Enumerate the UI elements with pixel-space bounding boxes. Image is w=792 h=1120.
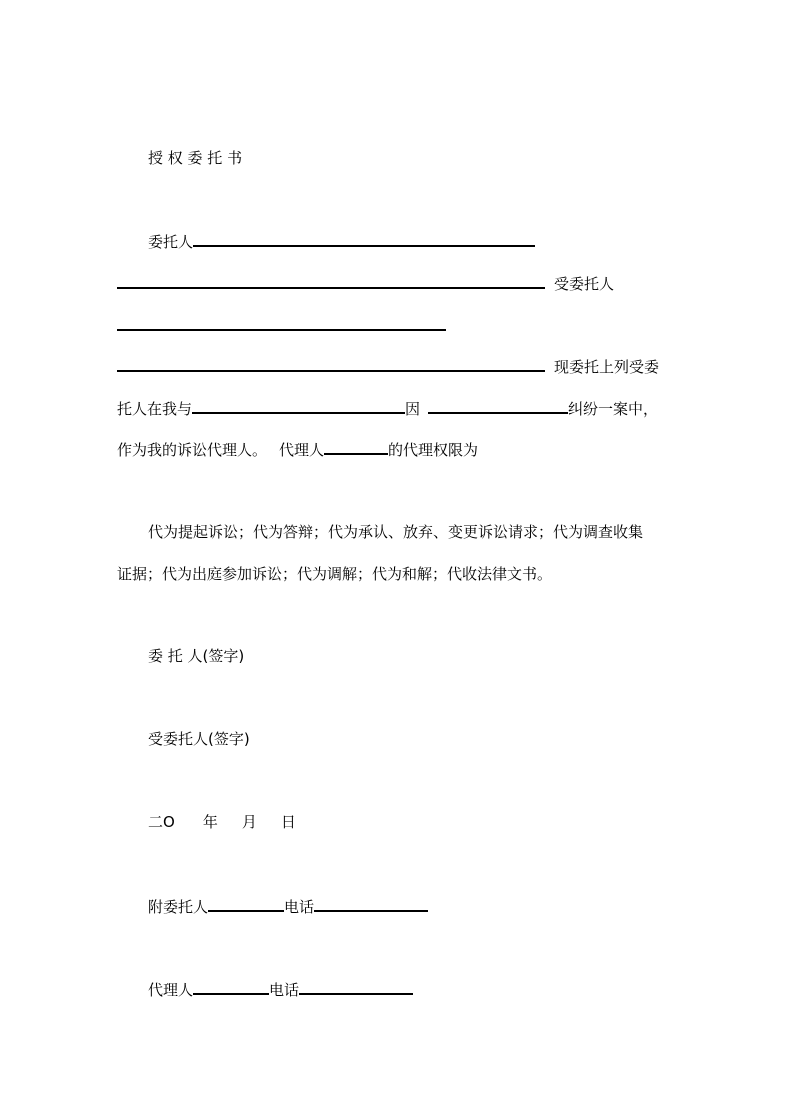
- document-title: 授 权 委 托 书: [148, 149, 243, 167]
- attach-principal-label: 附委托人: [148, 898, 209, 916]
- principal-signature: 委 托 人(签字): [148, 647, 245, 665]
- agent-line: [117, 273, 614, 293]
- agent-label-2: 代理人: [279, 441, 325, 459]
- agent-role-line: [117, 439, 478, 459]
- entrust-text-2: 托人在我与: [117, 400, 193, 418]
- dispute-type-blank[interactable]: [428, 398, 568, 414]
- date-day: 日: [280, 813, 296, 831]
- agent-name-line: [117, 315, 446, 335]
- date-year: 年: [202, 813, 218, 831]
- entrust-line-1: [117, 356, 659, 376]
- agent-name-blank[interactable]: [117, 315, 446, 331]
- authority-text: 的代理权限为: [388, 441, 479, 459]
- entrust-text-1: 现委托上列受委: [554, 358, 660, 376]
- principal-label: 委托人: [148, 233, 194, 251]
- principal-address-blank[interactable]: [117, 273, 545, 289]
- entrust-line-2: [117, 398, 658, 418]
- agent-name-blank-2[interactable]: [324, 439, 388, 455]
- principal-contact-line: [148, 896, 428, 916]
- agent-signature: 受委托人(签字): [148, 730, 250, 748]
- principal-contact-blank[interactable]: [208, 896, 284, 912]
- principal-blank[interactable]: [193, 231, 535, 247]
- agent-role-text: 作为我的诉讼代理人。: [117, 441, 268, 459]
- date-line: [148, 812, 296, 832]
- date-month: 月: [241, 813, 257, 831]
- agent-contact-blank[interactable]: [193, 979, 269, 995]
- principal-line: [148, 231, 535, 251]
- agent-address-blank[interactable]: [117, 356, 545, 372]
- authority-line-2: 证据；代为出庭参加诉讼；代为调解；代为和解；代收法律文书。: [117, 565, 553, 583]
- date-prefix: 二O: [148, 813, 175, 831]
- opposing-party-blank[interactable]: [192, 398, 405, 414]
- agent-contact-line: [148, 979, 413, 999]
- agent-label-3: 代理人: [148, 981, 194, 999]
- phone-label-2: 电话: [269, 981, 300, 999]
- dispute-text: 纠纷一案中，: [568, 400, 659, 418]
- phone-label-1: 电话: [284, 898, 315, 916]
- agent-label: 受委托人: [554, 275, 615, 293]
- authority-line-1: 代为提起诉讼；代为答辩；代为承认、放弃、变更诉讼请求；代为调查收集: [148, 523, 644, 541]
- principal-phone-blank[interactable]: [314, 896, 428, 912]
- because-text: 因: [405, 400, 421, 418]
- agent-phone-blank[interactable]: [299, 979, 413, 995]
